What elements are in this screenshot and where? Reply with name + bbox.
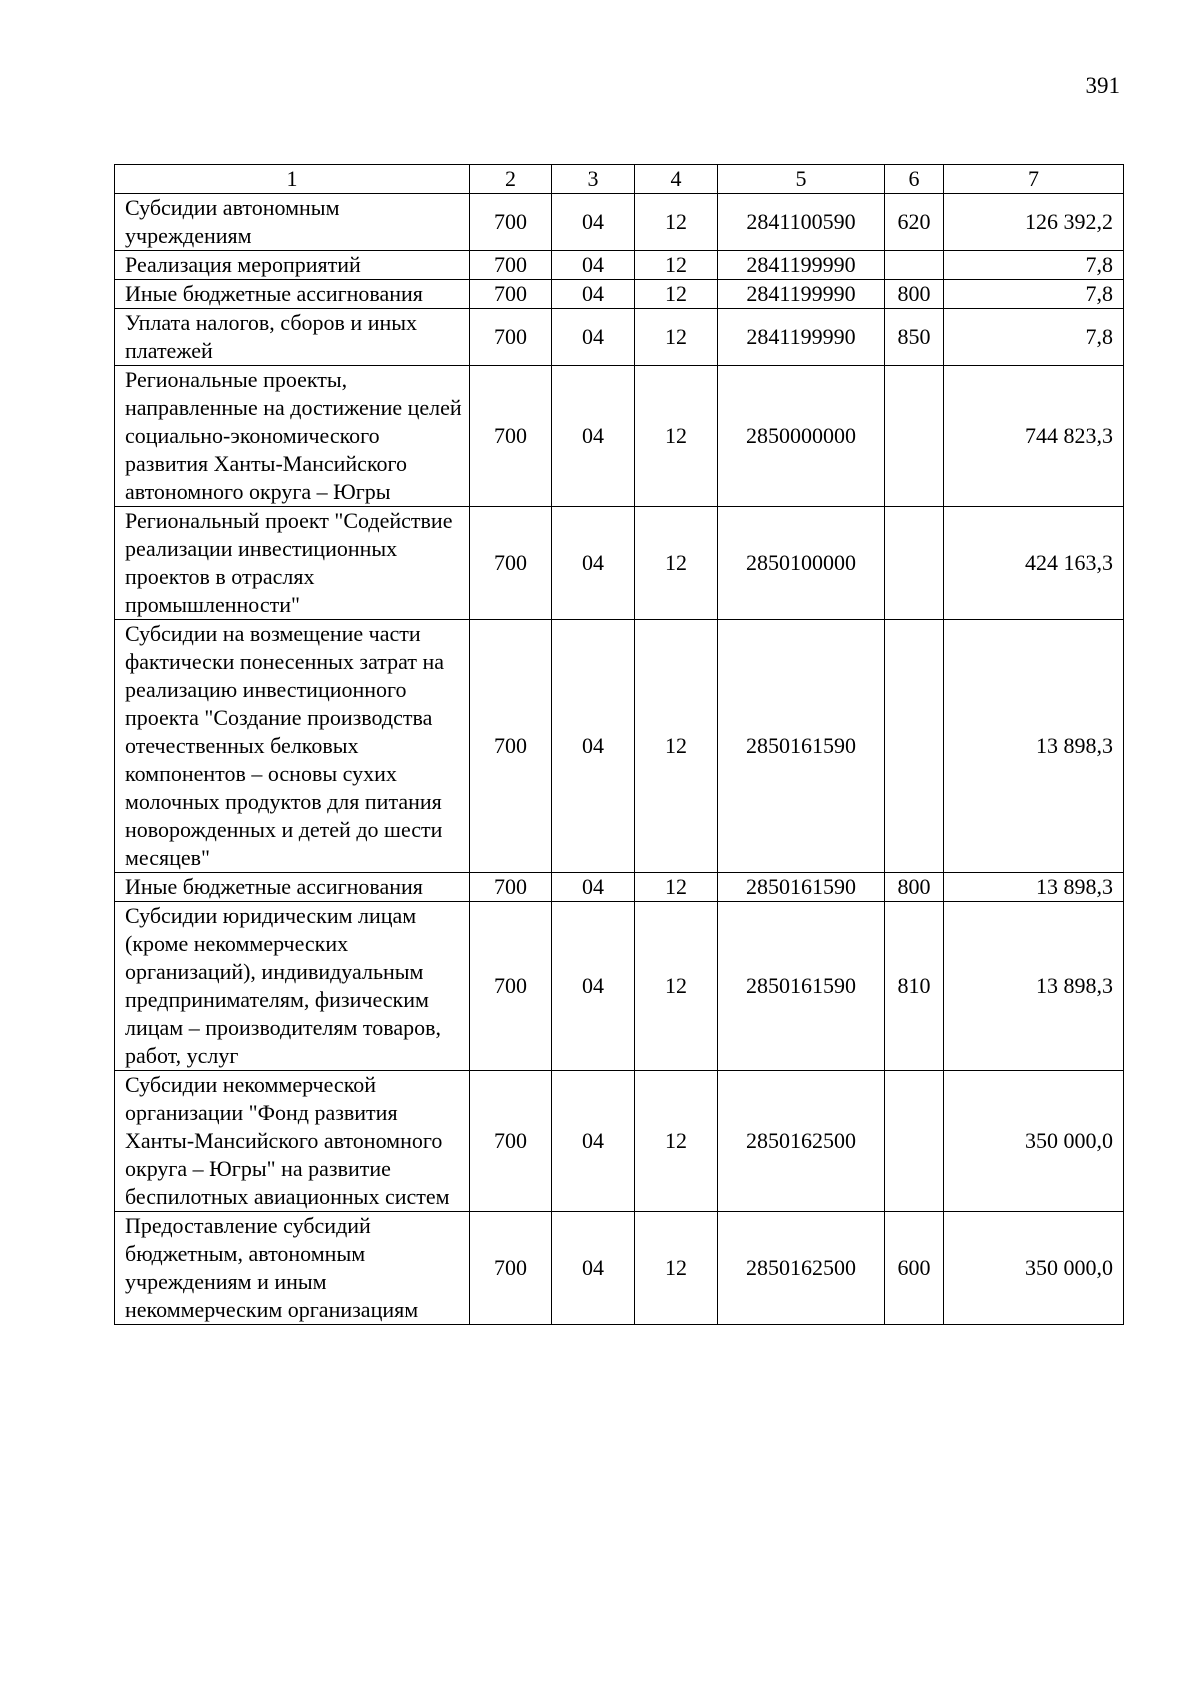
row-code-5-cell: 2850162500: [718, 1071, 885, 1212]
page-number: 391: [1085, 73, 1120, 98]
row-code-5-cell: 2850161590: [718, 902, 885, 1071]
budget-table: [114, 164, 1124, 1325]
table-row: [115, 1071, 1124, 1212]
table-row: [115, 902, 1124, 1071]
row-name-cell: Предоставление субсидий бюджетным, автономным учреждениям и иным некоммерческим организациям: [115, 1212, 470, 1325]
budget-table-body: [115, 165, 1124, 1325]
row-code-5-cell: 2841199990: [718, 251, 885, 280]
table-row: [115, 280, 1124, 309]
row-code-6-cell: 850: [885, 309, 944, 366]
row-code-2-cell: 700: [470, 1071, 552, 1212]
table-row: [115, 309, 1124, 366]
row-code-4-cell: 12: [635, 280, 718, 309]
row-code-3-cell: 04: [552, 620, 635, 873]
column-header-3: 3: [552, 165, 635, 194]
row-code-5-cell: 2850000000: [718, 366, 885, 507]
row-code-5-cell: 2850161590: [718, 620, 885, 873]
row-code-6-cell: 800: [885, 873, 944, 902]
row-code-5-cell: 2850162500: [718, 1212, 885, 1325]
row-code-2-cell: 700: [470, 251, 552, 280]
table-row: [115, 620, 1124, 873]
table-row: [115, 251, 1124, 280]
row-code-4-cell: 12: [635, 1212, 718, 1325]
row-amount-cell: 13 898,3: [944, 873, 1124, 902]
row-code-2-cell: 700: [470, 902, 552, 1071]
row-code-2-cell: 700: [470, 873, 552, 902]
row-code-2-cell: 700: [470, 194, 552, 251]
row-name-cell: Субсидии некоммерческой организации "Фонд развития Ханты-Мансийского автономного округа – Югры" на развитие беспилотных авиационных систем: [115, 1071, 470, 1212]
row-name-cell: Иные бюджетные ассигнования: [115, 280, 470, 309]
row-name-cell: Уплата налогов, сборов и иных платежей: [115, 309, 470, 366]
row-code-2-cell: 700: [470, 1212, 552, 1325]
row-name-cell: Субсидии на возмещение части фактически понесенных затрат на реализацию инвестиционного проекта "Создание производства отечественных белковых компонентов – основы сухих молочных продуктов для питания новорожденных и детей до шести месяцев": [115, 620, 470, 873]
row-code-2-cell: 700: [470, 309, 552, 366]
column-header-2: 2: [470, 165, 552, 194]
row-amount-cell: 424 163,3: [944, 507, 1124, 620]
row-code-4-cell: 12: [635, 620, 718, 873]
row-code-6-cell: [885, 507, 944, 620]
row-code-4-cell: 12: [635, 309, 718, 366]
row-code-2-cell: 700: [470, 366, 552, 507]
row-code-3-cell: 04: [552, 902, 635, 1071]
table-row: [115, 507, 1124, 620]
row-code-6-cell: [885, 251, 944, 280]
table-header-row: [115, 165, 1124, 194]
row-code-2-cell: 700: [470, 507, 552, 620]
table-row: [115, 366, 1124, 507]
table-row: [115, 1212, 1124, 1325]
column-header-1: 1: [115, 165, 470, 194]
row-name-cell: Реализация мероприятий: [115, 251, 470, 280]
row-code-5-cell: 2850100000: [718, 507, 885, 620]
table-row: [115, 873, 1124, 902]
row-code-5-cell: 2841100590: [718, 194, 885, 251]
row-amount-cell: 13 898,3: [944, 902, 1124, 1071]
row-code-4-cell: 12: [635, 366, 718, 507]
column-header-6: 6: [885, 165, 944, 194]
row-code-2-cell: 700: [470, 280, 552, 309]
row-name-cell: Региональный проект "Содействие реализации инвестиционных проектов в отраслях промышленности": [115, 507, 470, 620]
row-code-5-cell: 2841199990: [718, 280, 885, 309]
row-code-3-cell: 04: [552, 251, 635, 280]
row-code-3-cell: 04: [552, 280, 635, 309]
row-code-4-cell: 12: [635, 873, 718, 902]
column-header-7: 7: [944, 165, 1124, 194]
row-code-3-cell: 04: [552, 873, 635, 902]
row-amount-cell: 7,8: [944, 251, 1124, 280]
row-code-4-cell: 12: [635, 902, 718, 1071]
row-code-3-cell: 04: [552, 1212, 635, 1325]
row-code-2-cell: 700: [470, 620, 552, 873]
row-code-6-cell: 800: [885, 280, 944, 309]
row-code-3-cell: 04: [552, 366, 635, 507]
row-amount-cell: 350 000,0: [944, 1071, 1124, 1212]
row-code-6-cell: 600: [885, 1212, 944, 1325]
row-code-3-cell: 04: [552, 507, 635, 620]
column-header-4: 4: [635, 165, 718, 194]
table-row: [115, 194, 1124, 251]
row-code-6-cell: 810: [885, 902, 944, 1071]
row-code-4-cell: 12: [635, 194, 718, 251]
row-amount-cell: 7,8: [944, 309, 1124, 366]
row-amount-cell: 7,8: [944, 280, 1124, 309]
row-amount-cell: 744 823,3: [944, 366, 1124, 507]
row-name-cell: Субсидии юридическим лицам (кроме некоммерческих организаций), индивидуальным предпринимателям, физическим лицам – производителям товаров, работ, услуг: [115, 902, 470, 1071]
row-amount-cell: 126 392,2: [944, 194, 1124, 251]
row-code-4-cell: 12: [635, 1071, 718, 1212]
row-code-5-cell: 2850161590: [718, 873, 885, 902]
row-name-cell: Субсидии автономным учреждениям: [115, 194, 470, 251]
row-code-3-cell: 04: [552, 194, 635, 251]
row-code-6-cell: 620: [885, 194, 944, 251]
row-code-4-cell: 12: [635, 251, 718, 280]
row-code-6-cell: [885, 620, 944, 873]
row-code-6-cell: [885, 366, 944, 507]
row-code-5-cell: 2841199990: [718, 309, 885, 366]
row-name-cell: Иные бюджетные ассигнования: [115, 873, 470, 902]
row-amount-cell: 13 898,3: [944, 620, 1124, 873]
column-header-5: 5: [718, 165, 885, 194]
row-code-3-cell: 04: [552, 309, 635, 366]
row-amount-cell: 350 000,0: [944, 1212, 1124, 1325]
row-code-3-cell: 04: [552, 1071, 635, 1212]
row-name-cell: Региональные проекты, направленные на достижение целей социально-экономического развития Ханты-Мансийского автономного округа – Югры: [115, 366, 470, 507]
row-code-4-cell: 12: [635, 507, 718, 620]
row-code-6-cell: [885, 1071, 944, 1212]
